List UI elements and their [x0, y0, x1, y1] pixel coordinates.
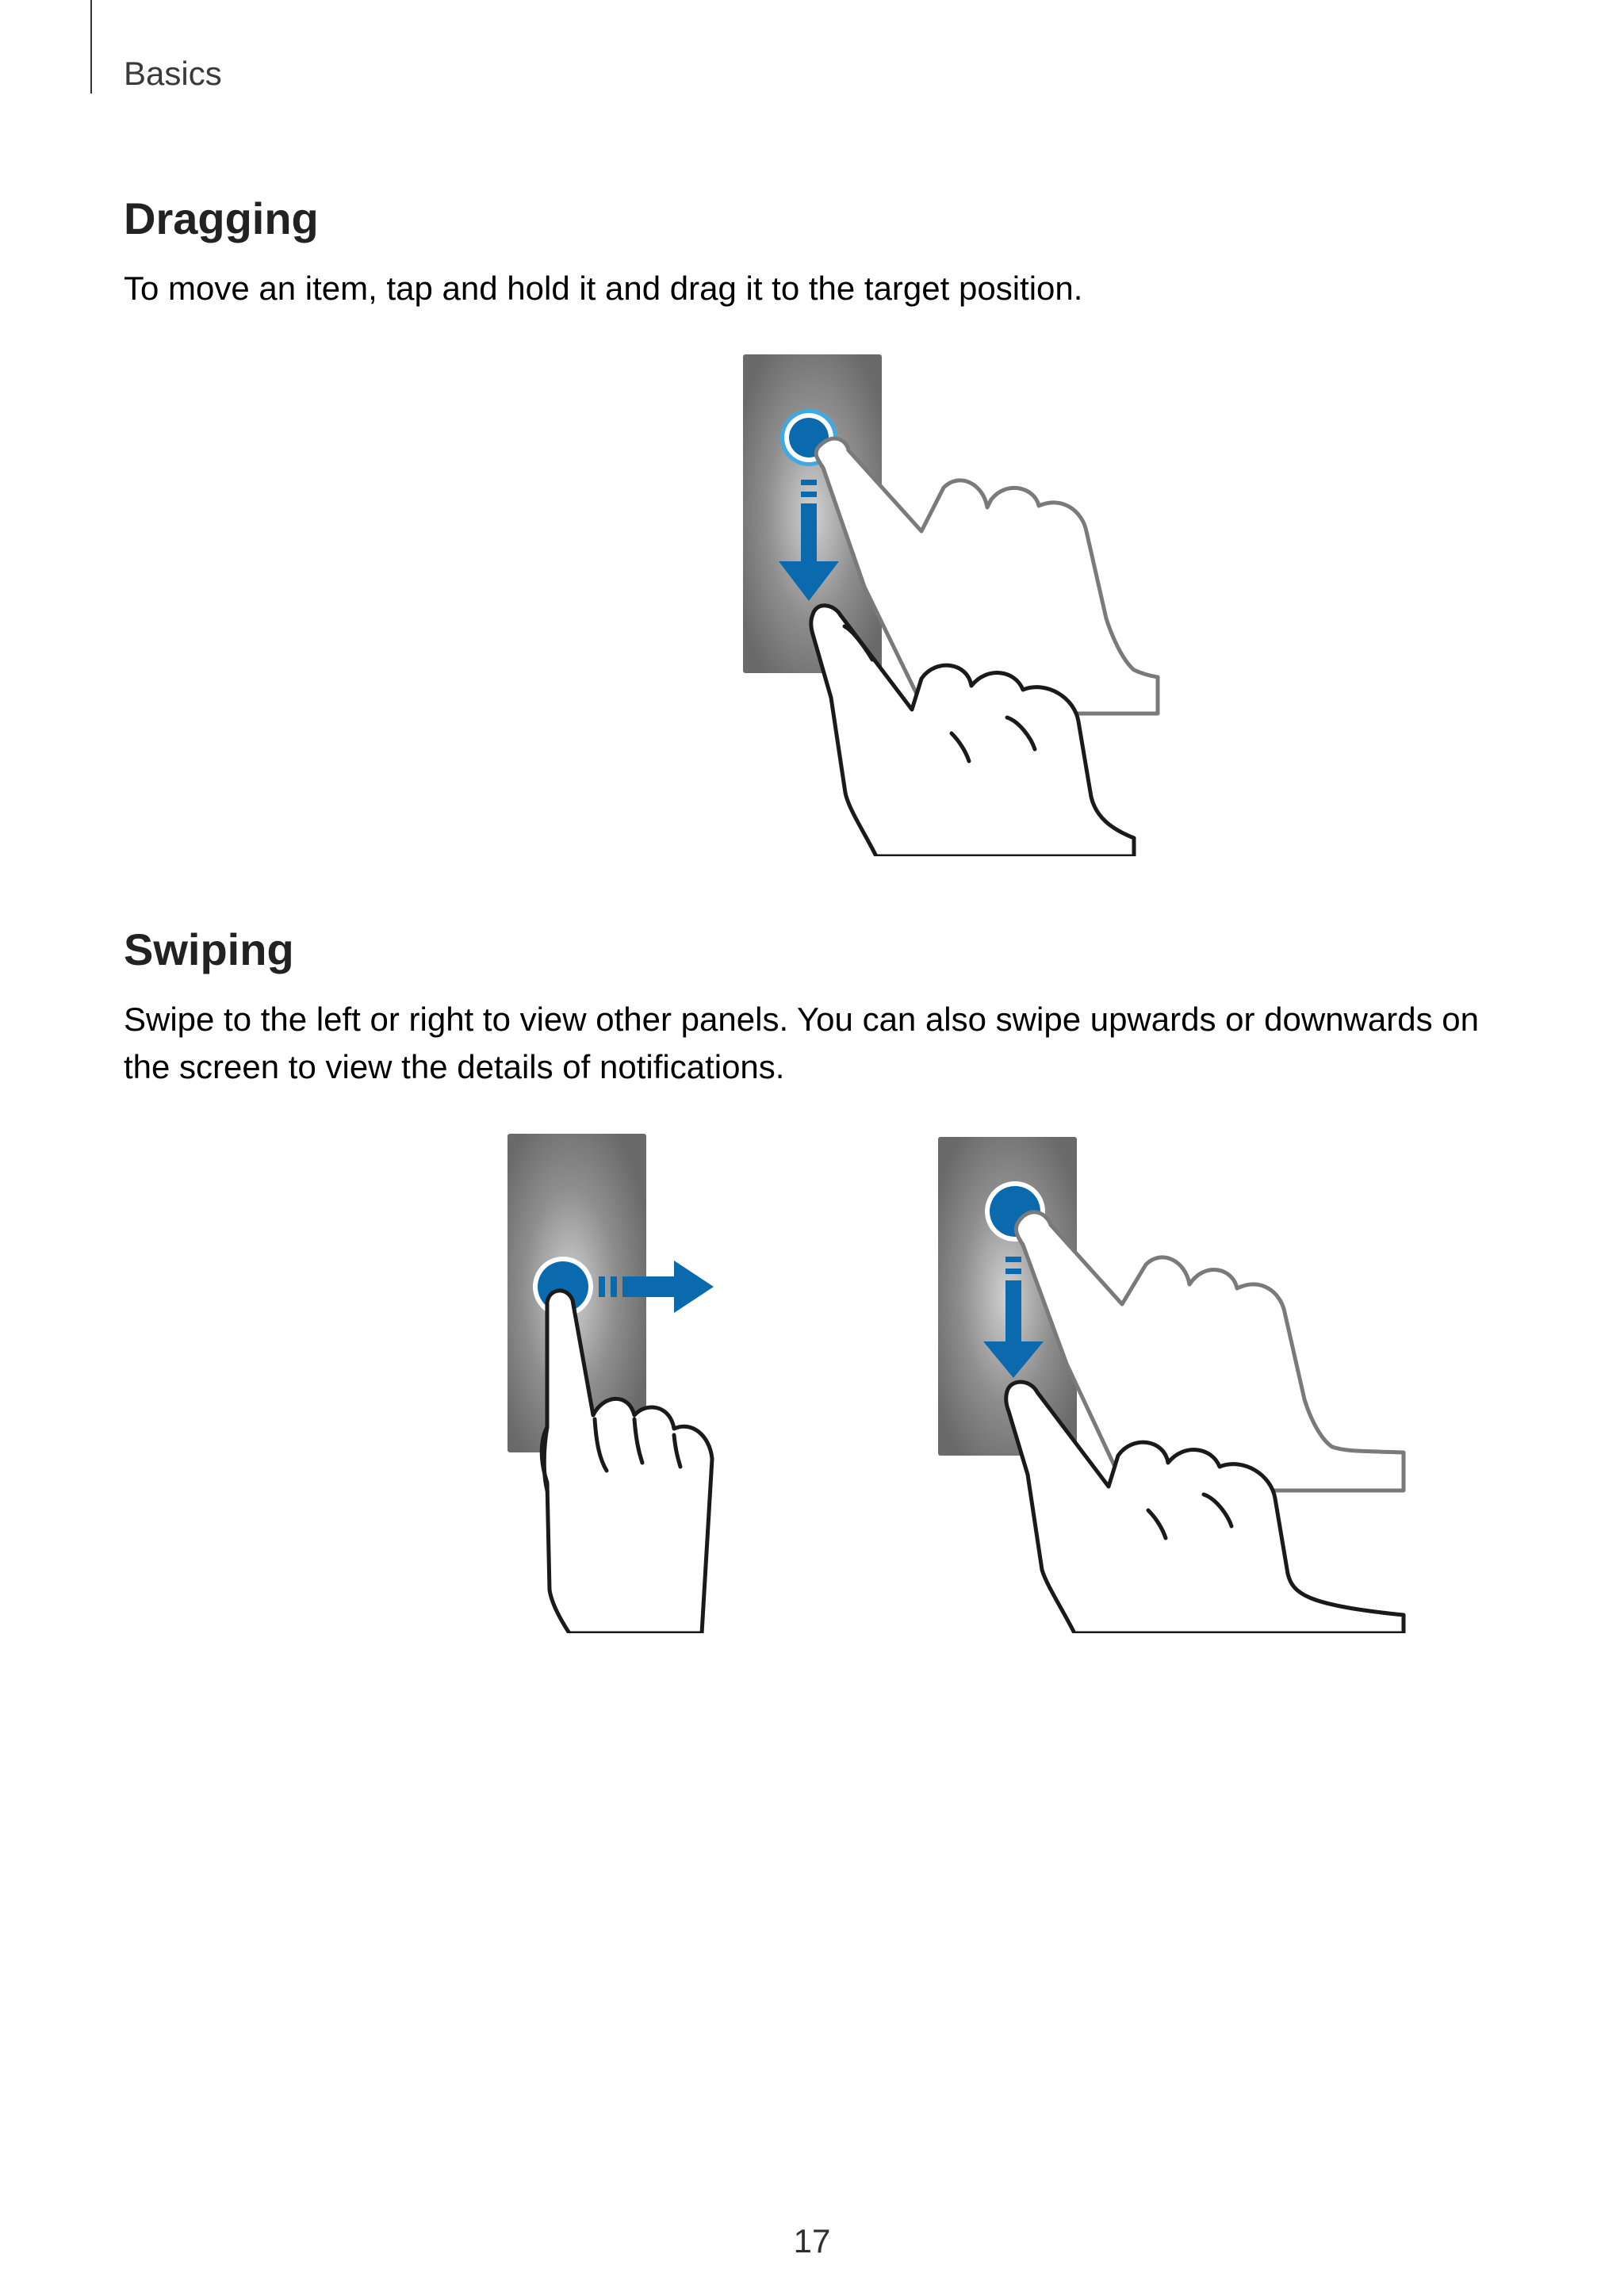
section-header: Basics [124, 55, 222, 92]
dragging-heading: Dragging [124, 193, 319, 243]
drag-gesture-illustration [714, 349, 1237, 856]
header-rule [90, 0, 92, 94]
swiping-description-line1: Swipe to the left or right to view other panels. You can also swipe upwards or downwards on [124, 1001, 1479, 1038]
page-number: 17 [793, 2222, 831, 2260]
swipe-right-illustration [476, 1126, 809, 1633]
swiping-heading: Swiping [124, 924, 294, 974]
dragging-description: To move an item, tap and hold it and drag it to the target position. [124, 270, 1083, 307]
swipe-down-illustration [912, 1126, 1419, 1633]
swiping-description-line2: the screen to view the details of notifications. [124, 1048, 785, 1085]
